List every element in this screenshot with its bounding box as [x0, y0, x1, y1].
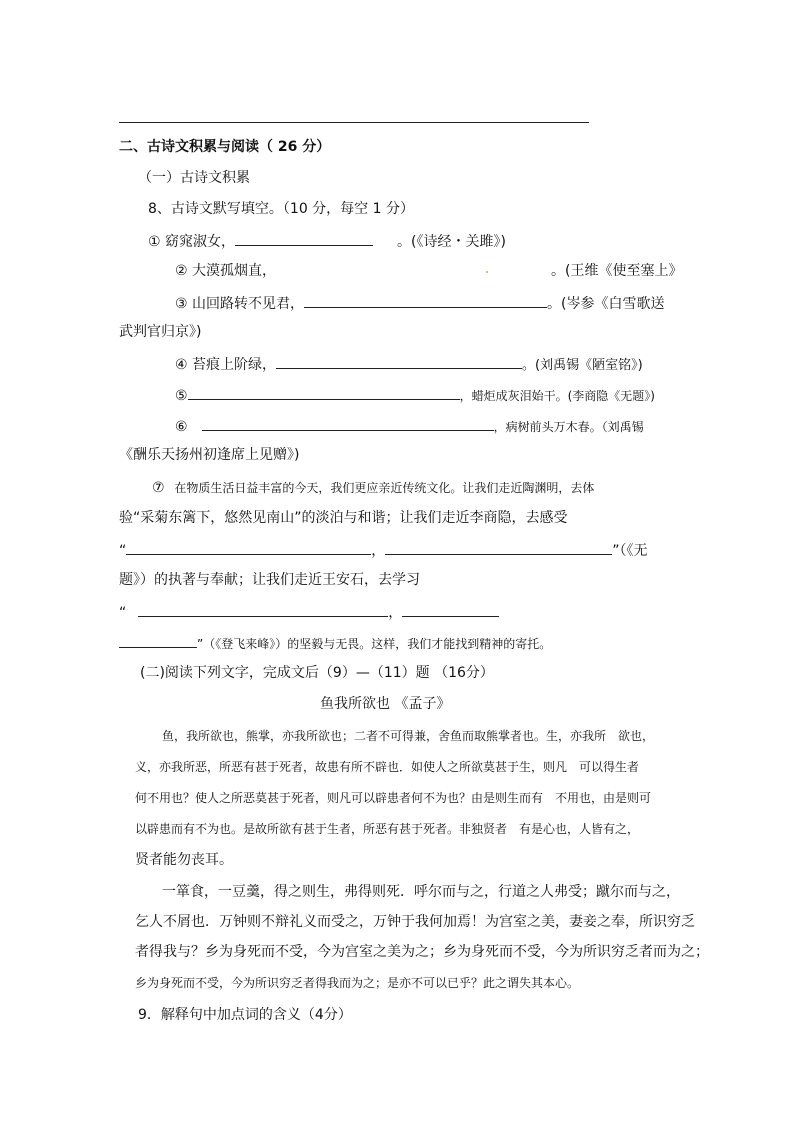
poem-item-7-line6 [119, 635, 551, 651]
comma: ， [371, 543, 386, 559]
item-7-ending: ”（《登飞来峰》）的坚毅与无畏。这样，我们才能找到精神的寄托。 [197, 637, 552, 651]
item-number: ③ [175, 296, 188, 312]
item-source: ，蜡炬成灰泪始干。(李商隐《无题》) [459, 389, 655, 403]
answer-blank[interactable] [235, 233, 373, 246]
open-quote: “ [119, 605, 127, 621]
answer-blank[interactable] [138, 604, 388, 617]
item-source: ，病树前头万木春。（刘禹锡 [493, 420, 644, 434]
item-prefix: 山回路转不见君， [192, 296, 305, 312]
item-source: 。(刘禹锡《陋室铭》) [522, 358, 643, 373]
passage-line-1: 鱼，我所欲也，熊掌，亦我所欲也；二者不可得兼，舍鱼而取熊掌者也。生，亦我所 欲也， [162, 729, 655, 743]
item-2-source: 。(王维《使至塞上》 [551, 263, 683, 279]
passage-text: 以辟患而有不为也。是故所欲有甚于生者，所恶有甚于死者。非独贤者 有是心也，人皆有之， [135, 822, 640, 836]
poem-item-1 [148, 233, 506, 249]
passage-line-7: 乞人不屑也．万钟则不辩礼义而受之，万钟于我何加焉！为宫室之美，妻妾之奉，所识穷乏 [135, 914, 695, 930]
item-7-text: 在物质生活日益丰富的今天，我们更应亲近传统文化。让我们走近陶渊明，去体 [174, 481, 595, 495]
passage-line-6: 一箪食，一豆羹，得之则生，弗得则死．呼尔而与之，行道之人弗受；蹴尔而与之， [162, 884, 680, 900]
item-number: ④ [175, 357, 188, 373]
open-quote: “ [119, 543, 127, 559]
passage-line-9: 乡为身死而不受，今为所识穷乏者得我而为之；是亦不可以已乎？此之谓失其本心。 [135, 976, 580, 990]
answer-blank[interactable] [402, 604, 499, 617]
poem-item-7-line5 [119, 604, 499, 620]
top-divider [119, 122, 589, 123]
item-source: 。(《诗经・关雎》) [397, 234, 506, 250]
item-number: ⑤ [175, 388, 188, 404]
section-title: 二、古诗文积累与阅读（ 26 分） [119, 139, 331, 155]
passage-line-3: 何不用也？使人之所恶莫甚于死者，则凡可以辟患者何不为也？由是则生而有 不用也，由是则可 [135, 791, 652, 805]
answer-blank[interactable] [202, 418, 494, 431]
poem-item-4 [175, 356, 643, 372]
stray-dot [486, 271, 488, 273]
poem-item-6 [175, 418, 644, 434]
item-6-continuation: 《酬乐天扬州初逢席上见赠》) [119, 447, 300, 463]
answer-blank[interactable] [304, 295, 547, 308]
answer-blank[interactable] [385, 542, 612, 555]
source-open: ”（《无 [612, 543, 648, 559]
item-number: ① [148, 234, 161, 250]
item-source: 。(岑参《白雪歌送 [547, 296, 665, 312]
item-3-continuation: 武判官归京》) [119, 324, 202, 340]
answer-blank[interactable] [276, 356, 522, 369]
subsection-1-title: （一）古诗文积累 [138, 170, 250, 186]
item-prefix: 大漠孤烟直， [192, 263, 277, 279]
poem-item-7-line1 [152, 481, 594, 495]
passage-line-5: 贤者能勿丧耳。 [135, 852, 233, 868]
item-prefix: 窈窕淑女， [165, 234, 236, 250]
item-number: ⑥ [175, 419, 188, 435]
item-prefix: 苔痕上阶绿， [192, 357, 277, 373]
poem-item-3 [175, 295, 664, 311]
poem-item-7-line4: 题》）的执著与奉献；让我们走近王安石，去学习 [119, 572, 420, 588]
item-number: ② [175, 263, 188, 279]
item-number: ⑦ [152, 480, 165, 496]
answer-blank[interactable] [126, 542, 371, 555]
poem-item-2 [175, 264, 276, 278]
passage-line-8: 者得我与？乡为身死而不受，今为宫室之美为之；乡为身死而不受，今为所识穷乏者而为之； [135, 944, 709, 960]
passage-line-4 [135, 823, 639, 835]
question-9: 9．解释句中加点词的含义（4分） [138, 1007, 352, 1023]
passage-line-2: 义，亦我所恶，所恶有甚于死者，故患有所不辟也．如使人之所欲莫甚于生，则凡 可以得生者 [135, 760, 640, 774]
subsection-2-title: (二)阅读下列文字，完成文后（9）—（11）题 （16分） [140, 665, 494, 681]
poem-item-7-line3 [119, 542, 648, 558]
answer-blank[interactable] [119, 635, 197, 648]
poem-item-7-line2: 验“采菊东篱下，悠然见南山”的淡泊与和谐；让我们走近李商隐，去感受 [119, 510, 568, 526]
poem-item-5 [175, 387, 655, 403]
answer-blank[interactable] [188, 387, 460, 400]
comma: ， [388, 605, 403, 621]
passage-title: 鱼我所欲也 《孟子》 [320, 696, 451, 712]
question-8: 8、古诗文默写填空。（10 分，每空 1 分） [148, 201, 414, 217]
